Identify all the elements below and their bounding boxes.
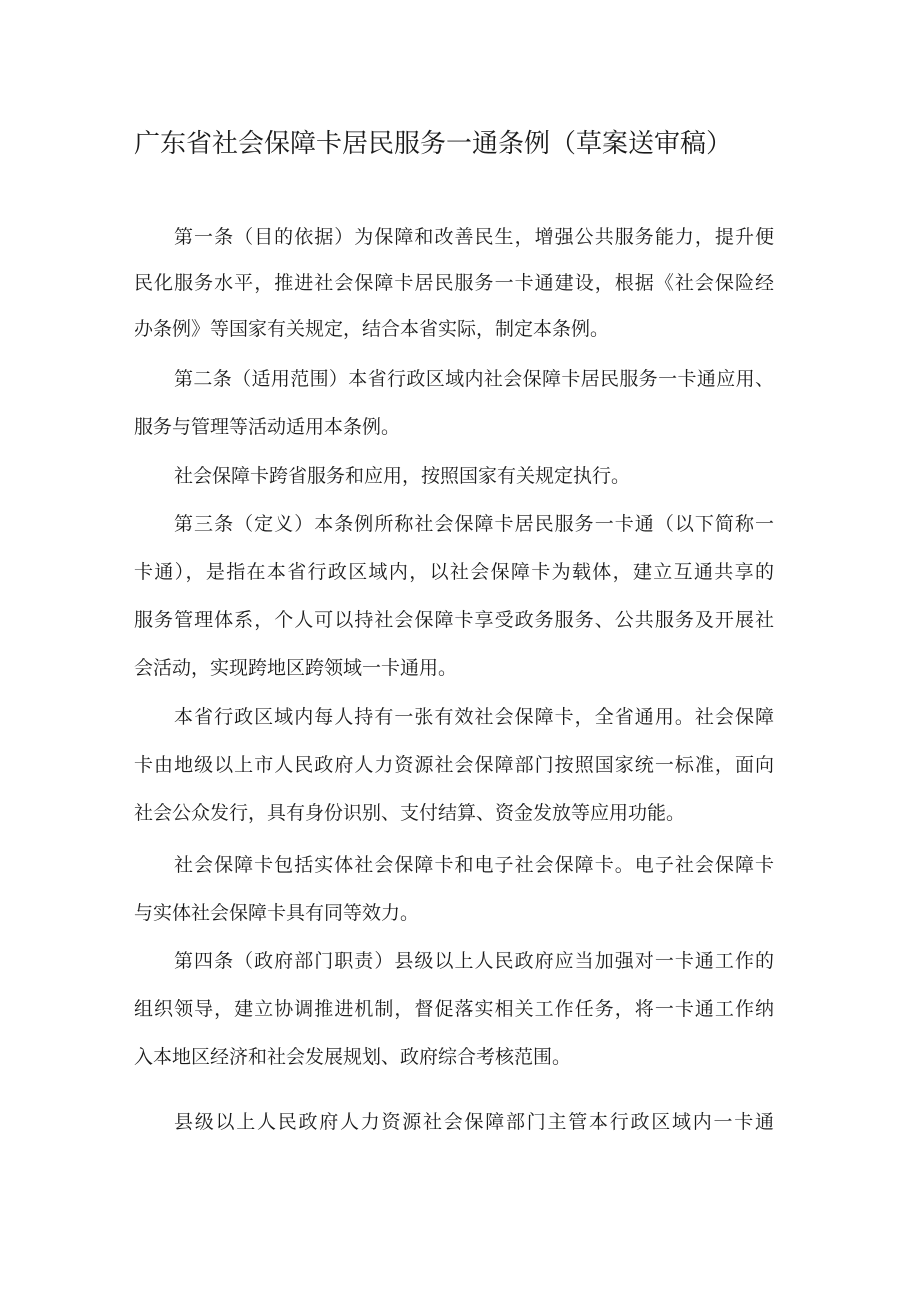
text-line: 第二条（适用范围）本省行政区域内社会保障卡居民服务一卡通应用、 — [174, 368, 774, 390]
text-line: 组织领导，建立协调推进机制，督促落实相关工作任务，将一卡通工作纳 — [134, 998, 774, 1020]
text-line: 社会保障卡跨省服务和应用，按照国家有关规定执行。 — [174, 465, 631, 487]
text-line: 卡通），是指在本省行政区域内，以社会保障卡为载体，建立互通共享的 — [134, 561, 774, 583]
text-line: 卡由地级以上市人民政府人力资源社会保障部门按照国家统一标准，面向 — [134, 754, 774, 776]
text-line: 社会公众发行，具有身份识别、支付结算、资金发放等应用功能。 — [134, 802, 686, 824]
document-title: 广东省社会保障卡居民服务一通条例（草案送审稿） — [134, 129, 733, 159]
text-line: 民化服务水平，推进社会保障卡居民服务一卡通建设，根据《社会保险经 — [134, 272, 774, 294]
text-line: 本省行政区域内每人持有一张有效社会保障卡，全省通用。社会保障 — [174, 706, 774, 728]
text-line: 县级以上人民政府人力资源社会保障部门主管本行政区域内一卡通 — [174, 1111, 774, 1133]
text-line: 服务与管理等活动适用本条例。 — [134, 416, 401, 438]
text-line: 办条例》等国家有关规定，结合本省实际，制定本条例。 — [134, 318, 610, 340]
text-line: 第一条（目的依据）为保障和改善民生，增强公共服务能力，提升便 — [174, 226, 774, 248]
text-line: 与实体社会保障卡具有同等效力。 — [134, 902, 420, 924]
text-line: 入本地区经济和社会发展规划、政府综合考核范围。 — [134, 1046, 572, 1068]
text-line: 第三条（定义）本条例所称社会保障卡居民服务一卡通（以下简称一 — [174, 513, 774, 535]
text-line: 第四条（政府部门职责）县级以上人民政府应当加强对一卡通工作的 — [174, 950, 774, 972]
text-line: 社会保障卡包括实体社会保障卡和电子社会保障卡。电子社会保障卡 — [174, 854, 774, 876]
text-line: 会活动，实现跨地区跨领域一卡通用。 — [134, 657, 458, 679]
text-line: 服务管理体系，个人可以持社会保障卡享受政务服务、公共服务及开展社 — [134, 609, 774, 631]
